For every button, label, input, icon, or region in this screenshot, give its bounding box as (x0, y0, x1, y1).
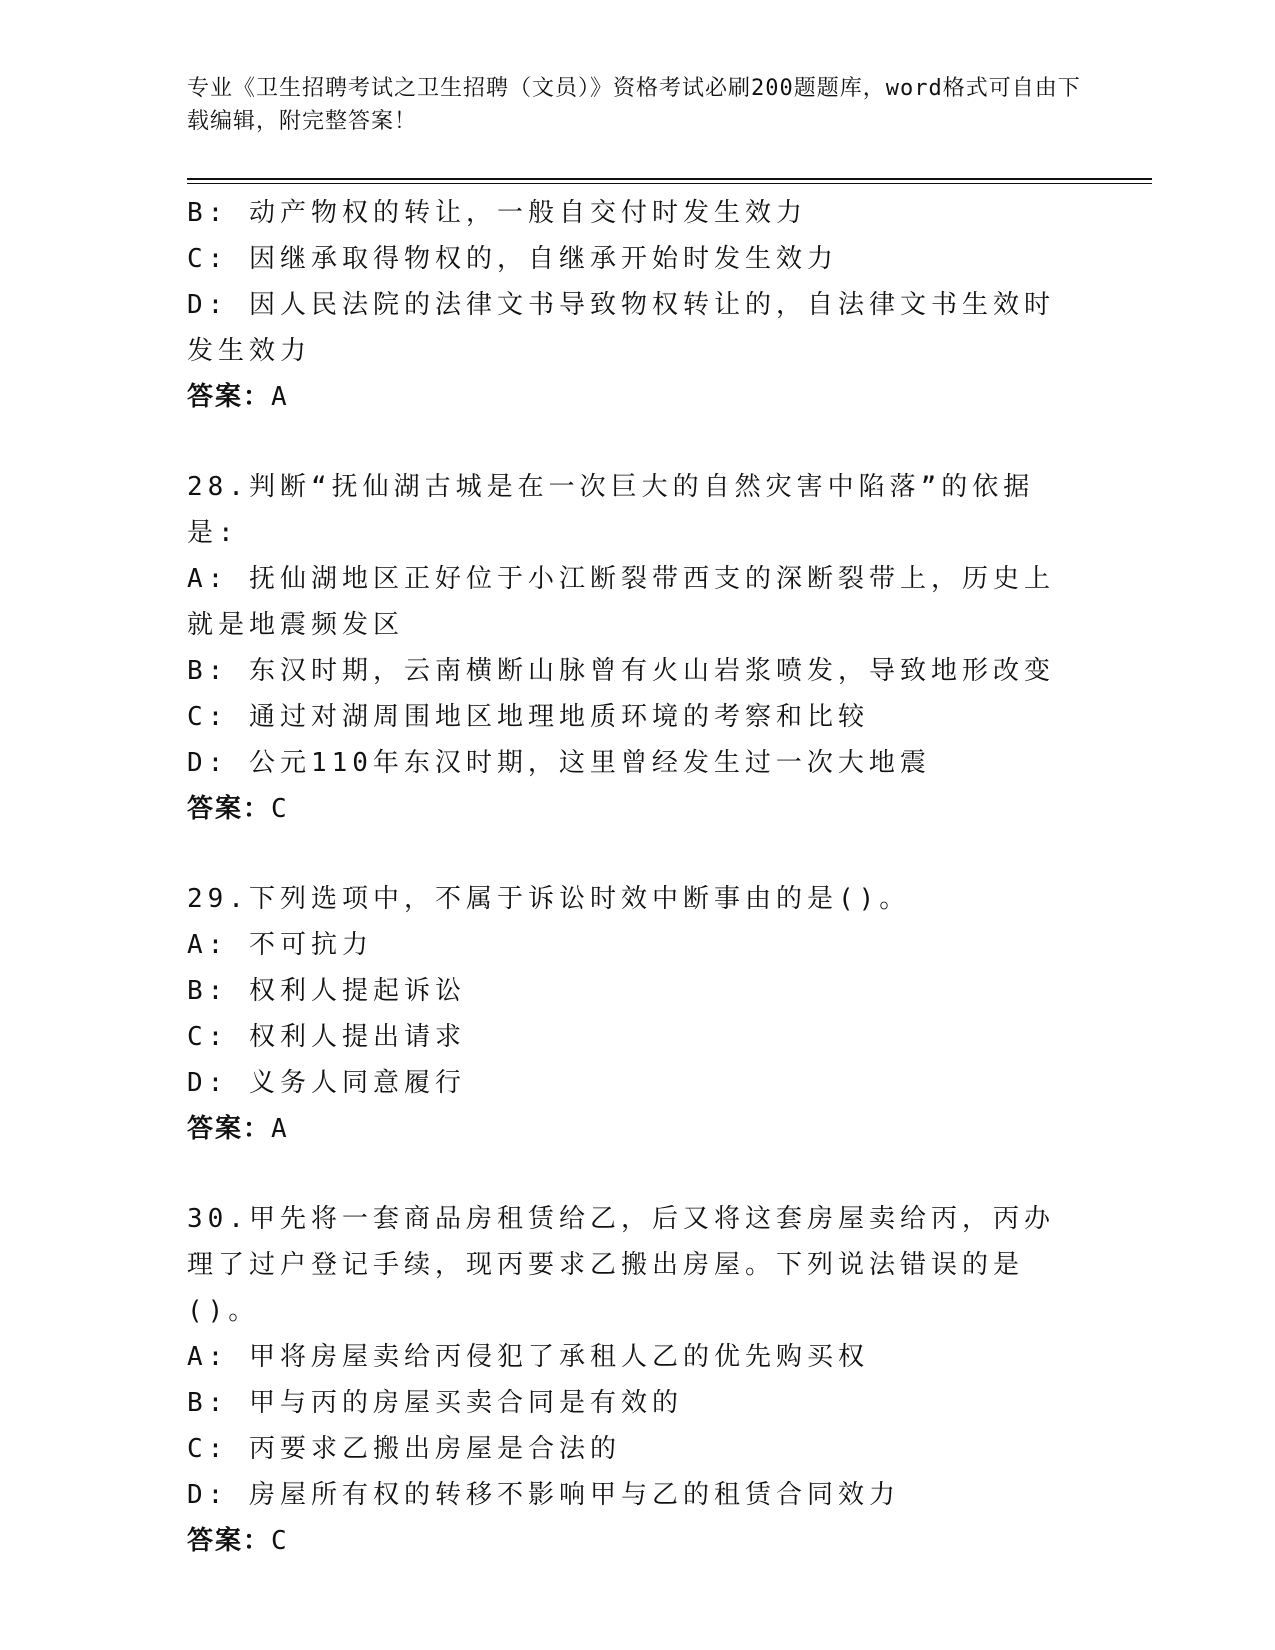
answer-value: A (271, 1114, 289, 1144)
option-c: C: 因继承取得物权的，自继承开始时发生效力 (187, 244, 838, 274)
header-divider (187, 178, 1152, 180)
answer-value: A (271, 382, 289, 412)
option-b: B: 东汉时期，云南横断山脉曾有火山岩浆喷发，导致地形改变 (187, 656, 1055, 686)
option-d: D: 因人民法院的法律文书导致物权转让的，自法律文书生效时发生效力 (187, 290, 1055, 366)
answer-label: 答案： (187, 1526, 272, 1556)
question-stem: 29.下列选项中，不属于诉讼时效中断事由的是()。 (187, 884, 911, 914)
answer-label: 答案： (187, 1114, 272, 1144)
option-d: D: 公元110年东汉时期，这里曾经发生过一次大地震 (187, 748, 931, 778)
option-c: C: 权利人提出请求 (187, 1022, 466, 1052)
question-stem: 30.甲先将一套商品房租赁给乙，后又将这套房屋卖给丙，丙办理了过户登记手续，现丙要求乙搬出房屋。下列说法错误的是()。 (187, 1204, 1055, 1326)
option-b: B: 甲与丙的房屋买卖合同是有效的 (187, 1388, 683, 1418)
answer-line (187, 374, 1077, 420)
header-title: 专业《卫生招聘考试之卫生招聘（文员）》资格考试必刷200题题库，word格式可自由下载编辑，附完整答案！ (187, 76, 1081, 134)
answer-line (187, 1518, 1077, 1564)
question-fragment (187, 190, 1077, 420)
option-a: A: 甲将房屋卖给丙侵犯了承租人乙的优先购买权 (187, 1342, 869, 1372)
option-b: B: 动产物权的转让，一般自交付时发生效力 (187, 198, 807, 228)
answer-value: C (271, 794, 289, 824)
question-30 (187, 1196, 1077, 1564)
question-stem: 28.判断“抚仙湖古城是在一次巨大的自然灾害中陷落”的依据是: (187, 472, 1035, 548)
question-28 (187, 464, 1077, 832)
option-d: D: 房屋所有权的转移不影响甲与乙的租赁合同效力 (187, 1480, 900, 1510)
option-c: C: 丙要求乙搬出房屋是合法的 (187, 1434, 621, 1464)
answer-line (187, 1106, 1077, 1152)
option-a: A: 不可抗力 (187, 930, 373, 960)
answer-label: 答案： (187, 382, 272, 412)
option-a: A: 抚仙湖地区正好位于小江断裂带西支的深断裂带上，历史上就是地震频发区 (187, 564, 1055, 640)
answer-value: C (271, 1526, 289, 1556)
answer-line (187, 786, 1077, 832)
option-d: D: 义务人同意履行 (187, 1068, 466, 1098)
page-header (187, 72, 1087, 138)
header-divider-thin (187, 183, 1152, 184)
option-c: C: 通过对湖周围地区地理地质环境的考察和比较 (187, 702, 869, 732)
question-29 (187, 876, 1077, 1152)
question-list (187, 190, 1077, 1564)
option-b: B: 权利人提起诉讼 (187, 976, 466, 1006)
answer-label: 答案： (187, 794, 272, 824)
